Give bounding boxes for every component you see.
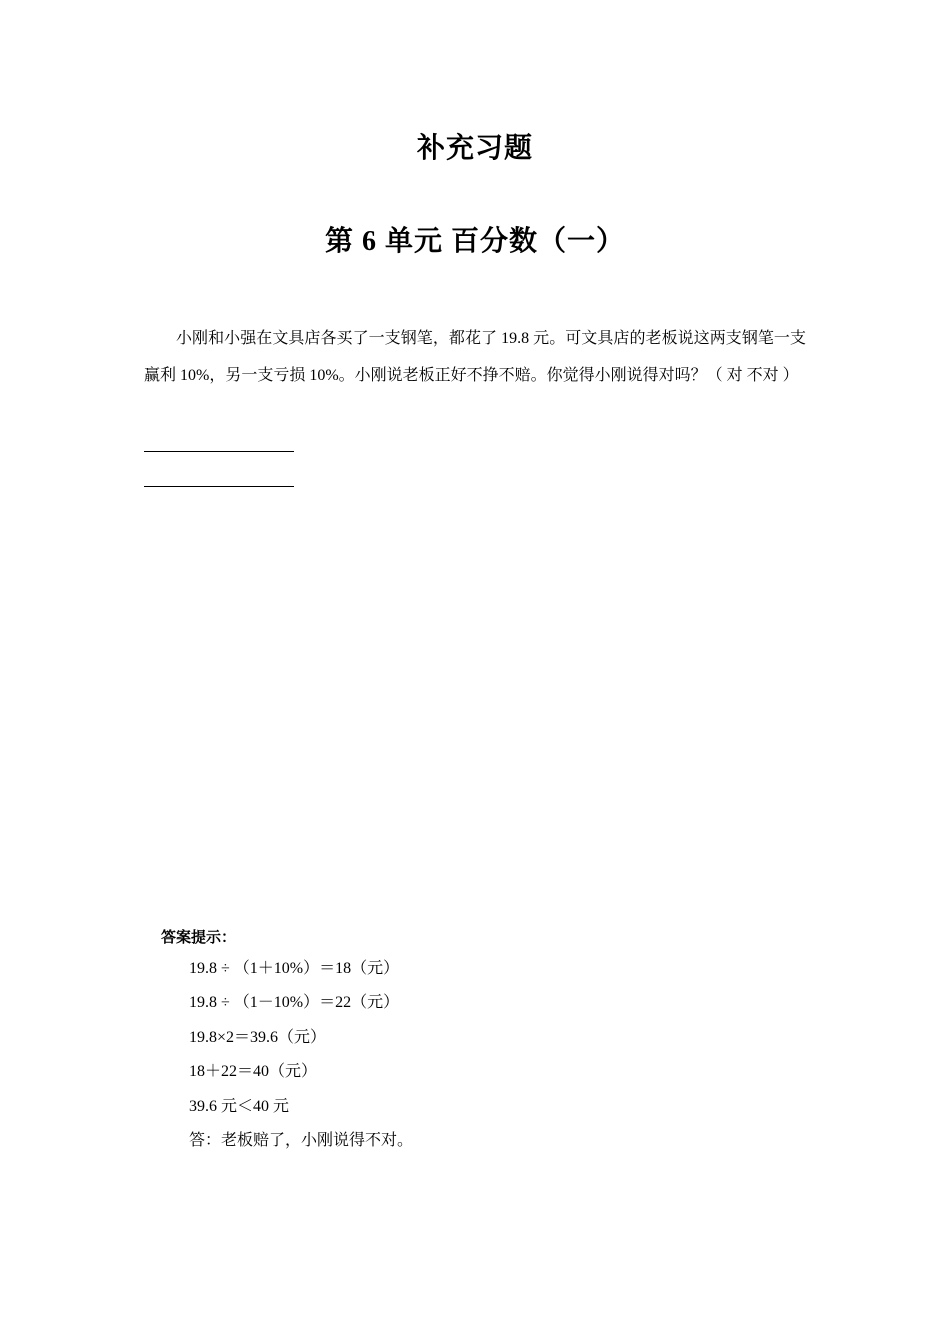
unit-title: 第 6 单元 百分数（一） xyxy=(324,226,625,257)
answer-hint-line: 39.6 元＜40 元 xyxy=(189,1097,290,1115)
page-title: 补充习题 xyxy=(416,133,533,164)
answer-hint-line: 19.8 ÷ （1－10%）＝22（元） xyxy=(189,994,400,1012)
answer-hint-line: 19.8×2＝39.6（元） xyxy=(189,1028,327,1046)
answer-hint-line: 18＋22＝40（元） xyxy=(189,1063,318,1081)
problem-text: 小刚和小强在文具店各买了一支钢笔，都花了 19.8 元。可文具店的老板说这两支钢笔一支赢利 10%，另一支亏损 10%。小刚说老板正好不挣不赔。你觉得小刚说得对吗？（ 对 不对 ） xyxy=(144,330,806,384)
answer-blank-line xyxy=(144,451,294,452)
answer-hint-line: 19.8 ÷ （1＋10%）＝18（元） xyxy=(189,960,400,977)
answer-hint-list xyxy=(189,956,413,1162)
answer-conclusion: 答：老板赔了，小刚说得不对。 xyxy=(189,1131,414,1149)
answer-blank-line xyxy=(144,486,294,487)
answer-hint-heading: 答案提示： xyxy=(161,928,237,946)
